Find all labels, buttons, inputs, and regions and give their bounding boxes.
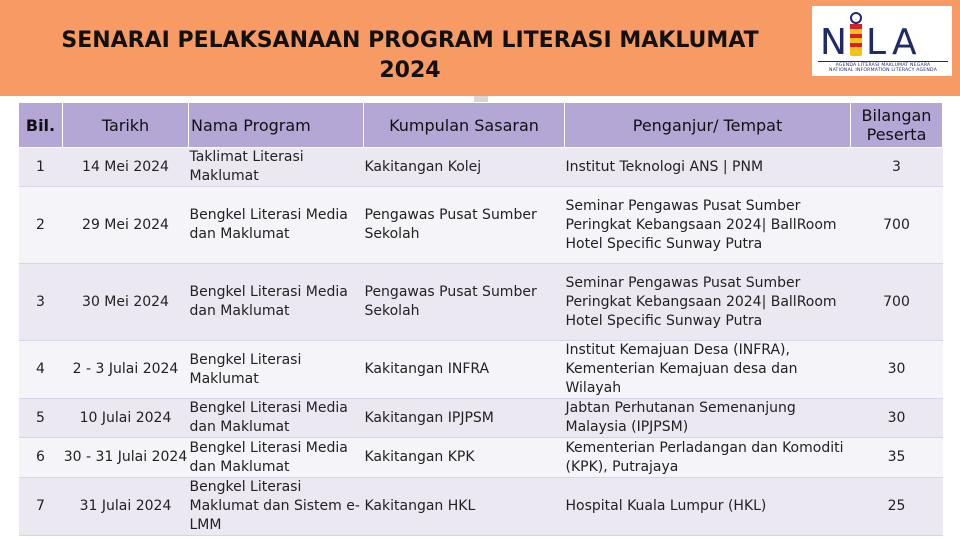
- cell-penganjur: Hospital Kuala Lumpur (HKL): [565, 478, 851, 536]
- cell-nama-program: Bengkel Literasi Media dan Maklumat: [189, 264, 364, 341]
- cell-kumpulan-sasaran: Pengawas Pusat Sumber Sekolah: [364, 264, 565, 341]
- cell-tarikh: 2 - 3 Julai 2024: [63, 341, 189, 399]
- header-kumpulan-sasaran: Kumpulan Sasaran: [364, 103, 565, 148]
- cell-kumpulan-sasaran: Kakitangan KPK: [364, 438, 565, 478]
- table-row: [19, 264, 943, 341]
- cell-penganjur: Seminar Pengawas Pusat Sumber Peringkat Kebangsaan 2024| BallRoom Hotel Specific Sunway Putra: [565, 264, 851, 341]
- cell-bil: 7: [19, 478, 63, 536]
- header-bilangan-peserta: Bilangan Peserta: [851, 103, 943, 148]
- cell-bil: 4: [19, 341, 63, 399]
- cell-nama-program: Bengkel Literasi Media dan Maklumat: [189, 438, 364, 478]
- cell-penganjur: Kementerian Perladangan dan Komoditi (KPK), Putrajaya: [565, 438, 851, 478]
- cell-bil: 1: [19, 148, 63, 187]
- cell-kumpulan-sasaran: Kakitangan INFRA: [364, 341, 565, 399]
- table-row: [19, 438, 943, 478]
- header-nama-program: Nama Program: [189, 103, 364, 148]
- logo-letter-n: N: [820, 22, 847, 58]
- page-title-line1: SENARAI PELAKSANAAN PROGRAM LITERASI MAKLUMAT: [61, 28, 759, 53]
- cell-peserta: 30: [851, 341, 943, 399]
- cell-kumpulan-sasaran: Kakitangan IPJPSM: [364, 399, 565, 438]
- cell-nama-program: Bengkel Literasi Maklumat dan Sistem e-LMM: [189, 478, 364, 536]
- cell-peserta: 3: [851, 148, 943, 187]
- cell-bil: 6: [19, 438, 63, 478]
- cell-tarikh: 10 Julai 2024: [63, 399, 189, 438]
- table-row: [19, 478, 943, 536]
- page-title-line2: 2024: [379, 58, 441, 83]
- cell-nama-program: Taklimat Literasi Maklumat: [189, 148, 364, 187]
- cell-bil: 3: [19, 264, 63, 341]
- title-banner: [0, 0, 960, 96]
- table-row: [19, 341, 943, 399]
- table-row: [19, 148, 943, 187]
- nila-logo: [812, 6, 952, 76]
- cell-nama-program: Bengkel Literasi Media dan Maklumat: [189, 399, 364, 438]
- cell-peserta: 35: [851, 438, 943, 478]
- cell-bil: 5: [19, 399, 63, 438]
- cell-penganjur: Jabtan Perhutanan Semenanjung Malaysia (IPJPSM): [565, 399, 851, 438]
- cell-nama-program: Bengkel Literasi Media dan Maklumat: [189, 187, 364, 264]
- table-row: [19, 399, 943, 438]
- cell-nama-program: Bengkel Literasi Maklumat: [189, 341, 364, 399]
- table-header-row: [19, 103, 943, 148]
- page-title: [0, 26, 820, 86]
- logo-subtitle-malay: AGENDA LITERASI MAKLUMAT NEGARA: [818, 61, 948, 69]
- cell-kumpulan-sasaran: Pengawas Pusat Sumber Sekolah: [364, 187, 565, 264]
- logo-letter-l: L: [866, 22, 887, 58]
- header-tarikh: Tarikh: [63, 103, 189, 148]
- logo-letter-a: A: [892, 22, 917, 58]
- logo-subtitle-english: NATIONAL INFORMATION LITERACY AGENDA: [828, 68, 938, 73]
- cell-peserta: 30: [851, 399, 943, 438]
- cell-kumpulan-sasaran: Kakitangan HKL: [364, 478, 565, 536]
- cell-peserta: 25: [851, 478, 943, 536]
- cell-kumpulan-sasaran: Kakitangan Kolej: [364, 148, 565, 187]
- table-row: [19, 187, 943, 264]
- cell-tarikh: 30 Mei 2024: [63, 264, 189, 341]
- cell-bil: 2: [19, 187, 63, 264]
- nila-logo-letters: [818, 10, 948, 58]
- cell-tarikh: 30 - 31 Julai 2024: [63, 438, 189, 478]
- program-table: [18, 102, 943, 536]
- cell-penganjur: Institut Teknologi ANS | PNM: [565, 148, 851, 187]
- header-penganjur-tempat: Penganjur/ Tempat: [565, 103, 851, 148]
- cell-peserta: 700: [851, 264, 943, 341]
- cell-tarikh: 14 Mei 2024: [63, 148, 189, 187]
- cell-tarikh: 29 Mei 2024: [63, 187, 189, 264]
- cell-tarikh: 31 Julai 2024: [63, 478, 189, 536]
- cell-penganjur: Seminar Pengawas Pusat Sumber Peringkat Kebangsaan 2024| BallRoom Hotel Specific Sunway Putra: [565, 187, 851, 264]
- cell-penganjur: Institut Kemajuan Desa (INFRA), Kementerian Kemajuan desa dan Wilayah: [565, 341, 851, 399]
- header-bil: Bil.: [19, 103, 63, 148]
- cell-peserta: 700: [851, 187, 943, 264]
- logo-pen-top: [851, 13, 861, 23]
